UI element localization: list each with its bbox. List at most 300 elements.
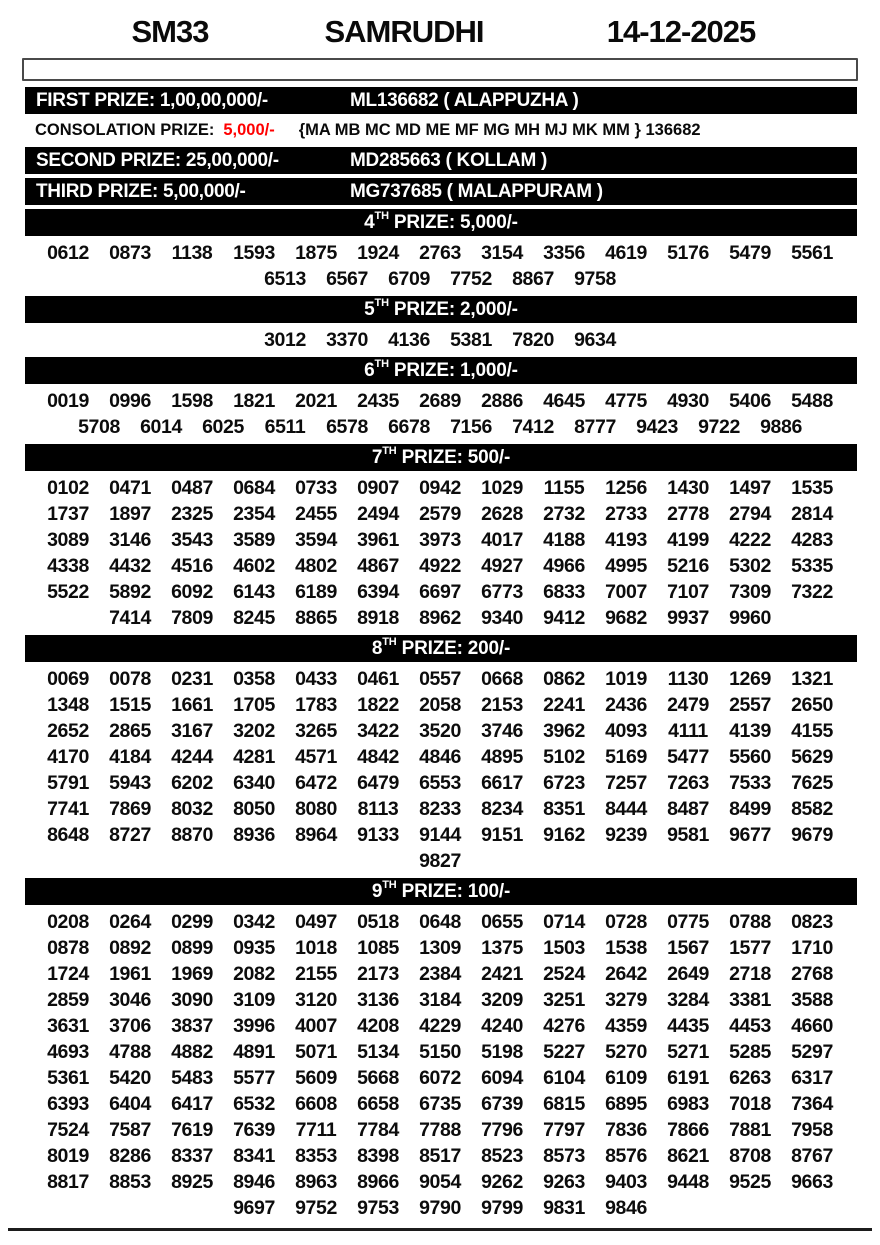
prize-number: 6697: [419, 580, 461, 603]
prize-number: 3167: [171, 719, 213, 742]
prize-number: 0461: [357, 667, 399, 690]
prize-number: 5169: [605, 745, 647, 768]
prize-number: 5406: [729, 389, 771, 412]
prize-number-row: [0, 527, 880, 553]
prize-number: 0899: [171, 936, 213, 959]
prize-number-row: [0, 605, 880, 631]
prize-number: 8964: [295, 823, 337, 846]
prize-number: 6104: [543, 1066, 585, 1089]
prize-number: 8621: [667, 1144, 709, 1167]
prize-number: 5477: [667, 745, 709, 768]
prize-number: 7309: [729, 580, 771, 603]
prize-number: 7809: [171, 606, 213, 629]
prize-number-row: [0, 1013, 880, 1039]
prize-number: 1705: [233, 693, 275, 716]
prize-number: 0102: [47, 476, 89, 499]
prize-title: 5TH PRIZE: 2,000/-: [364, 297, 518, 320]
prize-number: 7881: [729, 1118, 771, 1141]
prize-number: 4276: [543, 1014, 585, 1037]
prize-number-row: [0, 1169, 880, 1195]
prize-number: 6094: [481, 1066, 523, 1089]
prize-number: 0996: [109, 389, 151, 412]
prize-number: 2435: [357, 389, 399, 412]
prize-number-row: [0, 744, 880, 770]
prize-number: 4645: [543, 389, 585, 412]
prize-number: 0358: [233, 667, 275, 690]
prize-number: 6815: [543, 1092, 585, 1115]
prize-number: 1567: [667, 936, 709, 959]
prize-number: 8444: [605, 797, 647, 820]
prize-number: 5227: [543, 1040, 585, 1063]
prize-number: 1924: [357, 241, 399, 264]
prize-number: 8576: [605, 1144, 647, 1167]
consolation-amount: 5,000/-: [223, 121, 275, 139]
prize-number: 2794: [729, 502, 771, 525]
prize-number: 5629: [791, 745, 833, 768]
prize-number: 6567: [326, 267, 368, 290]
prize-number: 4966: [543, 554, 585, 577]
prize-number: 8582: [791, 797, 833, 820]
prize-number: 5361: [47, 1066, 89, 1089]
prize-number: 0078: [109, 667, 151, 690]
prize-number: 0873: [109, 241, 151, 264]
prize-number: 1969: [171, 962, 213, 985]
prize-number: 8727: [109, 823, 151, 846]
prize-number: 1577: [729, 936, 771, 959]
prize-number: 2652: [47, 719, 89, 742]
first-prize-label: FIRST PRIZE: 1,00,00,000/-: [36, 89, 268, 111]
prize-number-row: [0, 266, 880, 292]
prize-number: 9151: [481, 823, 523, 846]
prize-number-row: [0, 579, 880, 605]
prize-number: 1822: [357, 693, 399, 716]
prize-number: 2241: [543, 693, 585, 716]
prize-number: 9239: [605, 823, 647, 846]
prize-number-row: [0, 961, 880, 987]
prize-number: 5561: [791, 241, 833, 264]
prize-number-row: [0, 501, 880, 527]
prize-number: 6143: [233, 580, 275, 603]
prize-number: 0733: [295, 476, 337, 499]
prize-number: 0942: [419, 476, 461, 499]
prize-number: 9162: [543, 823, 585, 846]
prize-number: 8962: [419, 606, 461, 629]
prize-number: 3996: [233, 1014, 275, 1037]
prize-number: 2421: [481, 962, 523, 985]
prize-number: 4660: [791, 1014, 833, 1037]
prize-number: 9753: [357, 1196, 399, 1219]
prize-number: 0612: [47, 241, 89, 264]
prize-number: 8245: [233, 606, 275, 629]
prize-number: 3381: [729, 988, 771, 1011]
prize-number: 2718: [729, 962, 771, 985]
prize-number: 3589: [233, 528, 275, 551]
prize-number-row: [0, 796, 880, 822]
prize-number: 6202: [171, 771, 213, 794]
prize-number: 6479: [357, 771, 399, 794]
footer-divider: [8, 1228, 872, 1231]
prize-number: 9960: [729, 606, 771, 629]
prize-number: 8517: [419, 1144, 461, 1167]
prize-number: 9682: [605, 606, 647, 629]
prize-number: 6773: [481, 580, 523, 603]
prize-number: 1515: [109, 693, 151, 716]
prize-number: 6511: [264, 415, 306, 438]
prize-number: 9663: [791, 1170, 833, 1193]
prize-number: 3284: [667, 988, 709, 1011]
prize-number: 1875: [295, 241, 337, 264]
prize-number-row: [0, 692, 880, 718]
prize-number: 4017: [481, 528, 523, 551]
draw-code: SM33: [131, 14, 209, 49]
prize-number: 2153: [481, 693, 523, 716]
prize-number: 0655: [481, 910, 523, 933]
prize-number: 6983: [667, 1092, 709, 1115]
prize-number: 4802: [295, 554, 337, 577]
prize-number: 1309: [419, 936, 461, 959]
prize-number: 1737: [47, 502, 89, 525]
prize-number: 2325: [171, 502, 213, 525]
prize-number: 5483: [171, 1066, 213, 1089]
prize-number: 6191: [667, 1066, 709, 1089]
prize-number: 8918: [357, 606, 399, 629]
prize-title: 4TH PRIZE: 5,000/-: [364, 210, 518, 233]
header: [0, 12, 880, 56]
prize-number: 1821: [233, 389, 275, 412]
prize-number: 4930: [667, 389, 709, 412]
draw-date: 14-12-2025: [606, 14, 756, 49]
prize-number: 1598: [171, 389, 213, 412]
prize-number: 9144: [419, 823, 461, 846]
prize-number: 4927: [481, 554, 523, 577]
second-prize-bar: [25, 147, 857, 174]
prize-number: 6513: [264, 267, 306, 290]
prize-number: 5270: [605, 1040, 647, 1063]
prize-number: 6578: [326, 415, 368, 438]
prize-number: 4244: [171, 745, 213, 768]
prize-number: 5577: [233, 1066, 275, 1089]
prize-number: 9827: [419, 849, 461, 872]
prize-number-row: [0, 770, 880, 796]
prize-number-row: [0, 848, 880, 874]
prize-number: 6472: [295, 771, 337, 794]
second-prize-label: SECOND PRIZE: 25,00,000/-: [36, 149, 279, 171]
prize-number: 2628: [481, 502, 523, 525]
prize-number: 0471: [109, 476, 151, 499]
prize-number-row: [0, 240, 880, 266]
prize-number: 6014: [140, 415, 182, 438]
prize-number: 1430: [667, 476, 709, 499]
prize-number: 7639: [233, 1118, 275, 1141]
prize-number: 1593: [233, 241, 275, 264]
lower-prize-sections: [0, 209, 880, 1225]
prize-number: 1497: [729, 476, 771, 499]
prize-number: 9133: [357, 823, 399, 846]
consolation-row: [25, 118, 857, 143]
prize-number: 7524: [47, 1118, 89, 1141]
prize-number: 8966: [357, 1170, 399, 1193]
prize-number: 2859: [47, 988, 89, 1011]
prize-9th-header: [25, 878, 857, 905]
prize-number: 8523: [481, 1144, 523, 1167]
prize-number: 0518: [357, 910, 399, 933]
prize-number: 4842: [357, 745, 399, 768]
prize-number: 8817: [47, 1170, 89, 1193]
prize-number: 2557: [729, 693, 771, 716]
prize-number: 7752: [450, 267, 492, 290]
prize-number: 1321: [791, 667, 833, 690]
prize-number: 2021: [295, 389, 337, 412]
prize-title: 8TH PRIZE: 200/-: [371, 636, 511, 659]
prize-number: 0907: [357, 476, 399, 499]
prize-number: 0299: [171, 910, 213, 933]
prize-number: 6608: [295, 1092, 337, 1115]
prize-number: 5420: [109, 1066, 151, 1089]
prize-number: 8233: [419, 797, 461, 820]
prize-number: 2778: [667, 502, 709, 525]
prize-number: 5134: [357, 1040, 399, 1063]
prize-number: 6678: [388, 415, 430, 438]
prize-number: 5560: [729, 745, 771, 768]
prize-number: 5335: [791, 554, 833, 577]
prize-number: 2455: [295, 502, 337, 525]
prize-number: 7796: [481, 1118, 523, 1141]
prize-number-row: [0, 822, 880, 848]
prize-number: 9634: [574, 328, 616, 351]
prize-number: 0208: [47, 910, 89, 933]
prize-number: 2173: [357, 962, 399, 985]
prize-number: 4432: [109, 554, 151, 577]
prize-number: 3356: [543, 241, 585, 264]
prize-number: 4435: [667, 1014, 709, 1037]
prize-number: 6709: [388, 267, 430, 290]
prize-number: 3973: [419, 528, 461, 551]
prize-number: 2524: [543, 962, 585, 985]
prize-number: 9525: [729, 1170, 771, 1193]
prize-number: 7257: [605, 771, 647, 794]
prize-number: 6833: [543, 580, 585, 603]
prize-number: 0069: [47, 667, 89, 690]
prize-number: 0557: [419, 667, 461, 690]
consolation-series: {MA MB MC MD ME MF MG MH MJ MK MM } 136682: [298, 121, 701, 139]
prize-number: 4240: [481, 1014, 523, 1037]
prize-number: 4188: [543, 528, 585, 551]
prize-number: 1155: [543, 476, 585, 499]
prize-number-row: [0, 1117, 880, 1143]
prize-number: 9262: [481, 1170, 523, 1193]
prize-number: 2155: [295, 962, 337, 985]
prize-number-row: [0, 909, 880, 935]
prize-number: 4283: [791, 528, 833, 551]
prize-number: 7788: [419, 1118, 461, 1141]
prize-number: 8777: [574, 415, 616, 438]
prize-number-row: [0, 1039, 880, 1065]
prize-number: 4788: [109, 1040, 151, 1063]
prize-number: 0497: [295, 910, 337, 933]
prize-number: 6393: [47, 1092, 89, 1115]
prize-number: 4111: [668, 719, 708, 742]
prize-number: 9846: [605, 1196, 647, 1219]
prize-number: 2886: [481, 389, 523, 412]
prize-number: 7797: [543, 1118, 585, 1141]
prize-number: 4170: [47, 745, 89, 768]
prize-number: 6404: [109, 1092, 151, 1115]
prize-number: 6189: [295, 580, 337, 603]
prize-number: 5381: [450, 328, 492, 351]
prize-number: 7018: [729, 1092, 771, 1115]
prize-number: 0878: [47, 936, 89, 959]
prize-number: 1538: [605, 936, 647, 959]
prize-number: 6072: [419, 1066, 461, 1089]
prize-number: 3202: [233, 719, 275, 742]
prize-number: 3706: [109, 1014, 151, 1037]
prize-number: 1018: [295, 936, 337, 959]
prize-number: 5216: [667, 554, 709, 577]
prize-number: 5102: [543, 745, 585, 768]
prize-number: 8286: [109, 1144, 151, 1167]
prize-number: 7007: [605, 580, 647, 603]
prize-number: 2650: [791, 693, 833, 716]
prize-number: 1019: [605, 667, 647, 690]
prize-number: 9412: [543, 606, 585, 629]
prize-number: 3520: [419, 719, 461, 742]
prize-number: 8708: [729, 1144, 771, 1167]
prize-number: 2579: [419, 502, 461, 525]
prize-number-row: [0, 475, 880, 501]
prize-number: 0714: [543, 910, 585, 933]
prize-number: 0342: [233, 910, 275, 933]
prize-number: 5150: [419, 1040, 461, 1063]
prize-number: 6617: [481, 771, 523, 794]
prize-number: 2814: [791, 502, 833, 525]
prize-number-row: [0, 1143, 880, 1169]
prize-number: 8865: [295, 606, 337, 629]
prize-number: 4093: [605, 719, 647, 742]
prize-number: 4193: [605, 528, 647, 551]
prize-number: 3631: [47, 1014, 89, 1037]
third-prize-label: THIRD PRIZE: 5,00,000/-: [36, 180, 246, 202]
prize-number: 3370: [326, 328, 368, 351]
prize-number: 6532: [233, 1092, 275, 1115]
prize-number: 9423: [636, 415, 678, 438]
prize-number: 7866: [667, 1118, 709, 1141]
prize-number: 6735: [419, 1092, 461, 1115]
prize-number: 8050: [233, 797, 275, 820]
prize-number: 8080: [295, 797, 337, 820]
empty-input-box[interactable]: [22, 58, 858, 81]
prize-number: 2436: [605, 693, 647, 716]
prize-number: 9403: [605, 1170, 647, 1193]
prize-number: 2058: [419, 693, 461, 716]
prize-number: 8767: [791, 1144, 833, 1167]
prize-number-row: [0, 1091, 880, 1117]
prize-number: 8853: [109, 1170, 151, 1193]
prize-number: 3422: [357, 719, 399, 742]
prize-number: 2768: [791, 962, 833, 985]
prize-number: 1710: [791, 936, 833, 959]
prize-number: 1897: [109, 502, 151, 525]
prize-number: 6723: [543, 771, 585, 794]
prize-number: 3594: [295, 528, 337, 551]
prize-number: 2732: [543, 502, 585, 525]
prize-number: 9448: [667, 1170, 709, 1193]
prize-number: 5071: [295, 1040, 337, 1063]
prize-number: 4155: [791, 719, 833, 742]
prize-number: 2642: [605, 962, 647, 985]
prize-number: 0935: [233, 936, 275, 959]
prize-number: 4867: [357, 554, 399, 577]
prize-number: 6658: [357, 1092, 399, 1115]
prize-number: 1348: [47, 693, 89, 716]
prize-number: 2865: [109, 719, 151, 742]
prize-number: 3543: [171, 528, 213, 551]
prize-6th-header: [25, 357, 857, 384]
prize-number: 3962: [543, 719, 585, 742]
prize-number: 4199: [667, 528, 709, 551]
prize-number: 6317: [791, 1066, 833, 1089]
prize-number: 6263: [729, 1066, 771, 1089]
prize-number: 7533: [729, 771, 771, 794]
prize-number: 3012: [264, 328, 306, 351]
prize-number: 9679: [791, 823, 833, 846]
prize-number: 0433: [295, 667, 337, 690]
prize-number: 3837: [171, 1014, 213, 1037]
prize-number: 2763: [419, 241, 461, 264]
prize-number: 1138: [171, 241, 213, 264]
prize-number: 3089: [47, 528, 89, 551]
prize-number: 5522: [47, 580, 89, 603]
prize-number: 3136: [357, 988, 399, 1011]
prize-number: 0684: [233, 476, 275, 499]
prize-number-row: [0, 388, 880, 414]
prize-number: 4619: [605, 241, 647, 264]
prize-number: 9581: [667, 823, 709, 846]
prize-number: 7412: [512, 415, 554, 438]
prize-number: 4602: [233, 554, 275, 577]
prize-number: 9799: [481, 1196, 523, 1219]
second-prize-ticket: MD285663 ( KOLLAM ): [350, 149, 548, 171]
prize-number: 7364: [791, 1092, 833, 1115]
prize-number: 1269: [729, 667, 771, 690]
prize-title: 9TH PRIZE: 100/-: [371, 879, 511, 902]
prize-number: 5198: [481, 1040, 523, 1063]
prize-number: 1256: [605, 476, 647, 499]
prize-number: 0231: [171, 667, 213, 690]
prize-number: 3090: [171, 988, 213, 1011]
prize-number: 1130: [667, 667, 709, 690]
prize-number: 9831: [543, 1196, 585, 1219]
prize-number: 8337: [171, 1144, 213, 1167]
prize-number: 3146: [109, 528, 151, 551]
prize-number: 6340: [233, 771, 275, 794]
prize-number: 4571: [295, 745, 337, 768]
prize-number: 7958: [791, 1118, 833, 1141]
prize-number: 0019: [47, 389, 89, 412]
prize-number: 8870: [171, 823, 213, 846]
prize-number: 5176: [667, 241, 709, 264]
prize-number: 9054: [419, 1170, 461, 1193]
prize-number: 7711: [295, 1118, 337, 1141]
prize-number: 3154: [481, 241, 523, 264]
prize-number-row: [0, 414, 880, 440]
prize-number: 6092: [171, 580, 213, 603]
prize-number: 8963: [295, 1170, 337, 1193]
prize-number: 5488: [791, 389, 833, 412]
prize-number: 5668: [357, 1066, 399, 1089]
prize-number: 5791: [47, 771, 89, 794]
prize-number: 7619: [171, 1118, 213, 1141]
prize-number: 3746: [481, 719, 523, 742]
